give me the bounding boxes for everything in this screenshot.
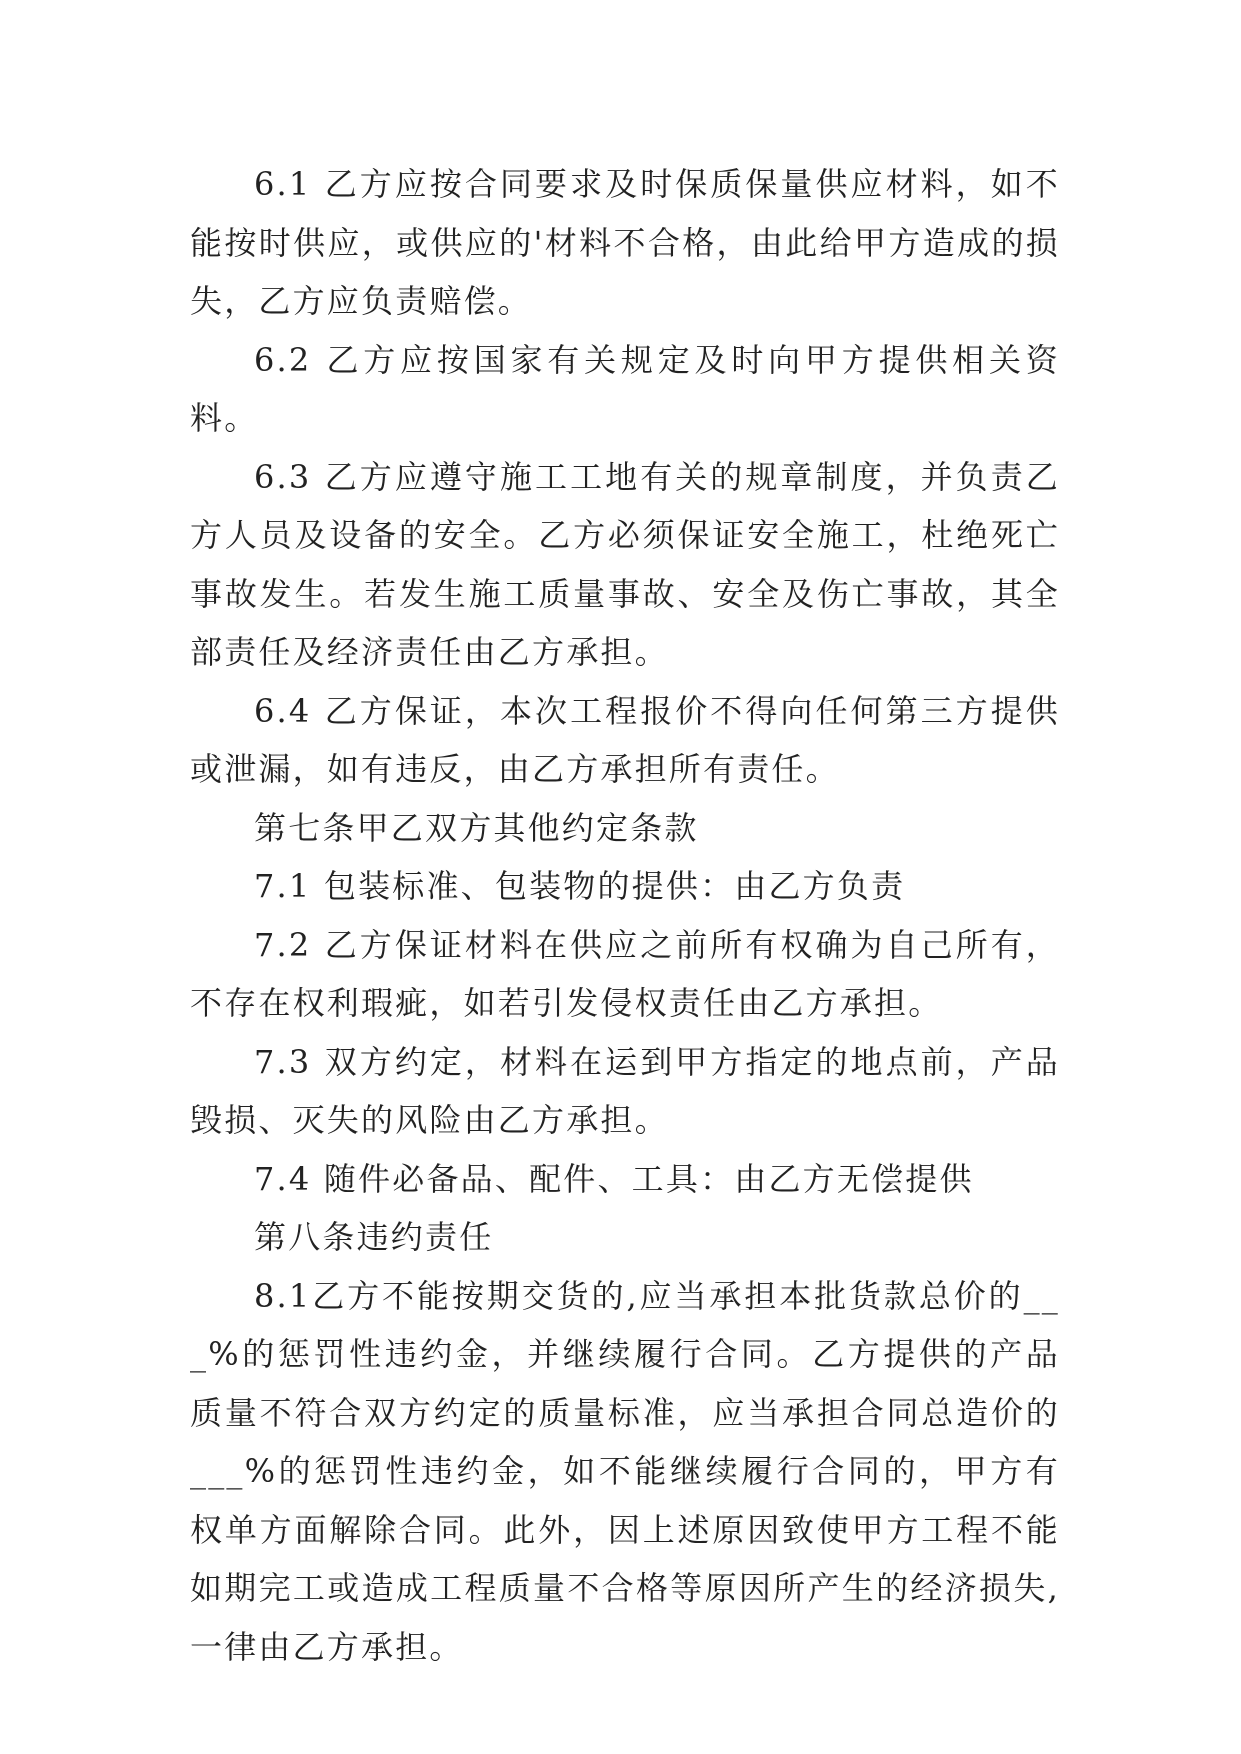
clause-6-4: 6.4 乙方保证，本次工程报价不得向任何第三方提供或泄漏，如有违反，由乙方承担所有责任。 — [190, 691, 1060, 788]
clause-6-3: 6.3 乙方应遵守施工工地有关的规章制度，并负责乙方人员及设备的安全。乙方必须保证安全施工，杜绝死亡事故发生。若发生施工质量事故、安全及伤亡事故，其全部责任及经济责任由乙方承担。 — [190, 457, 1060, 671]
clause-6-1: 6.1 乙方应按合同要求及时保质保量供应材料，如不能按时供应，或供应的'材料不合格，由此给甲方造成的损失，乙方应负责赔偿。 — [190, 165, 1060, 320]
clause-7-4: 7.4 随件必备品、配件、工具：由乙方无偿提供 — [254, 1159, 974, 1198]
clause-8-1: 8.1乙方不能按期交货的,应当承担本批货款总价的___%的惩罚性违约金，并继续履行合同。乙方提供的产品质量不符合双方约定的质量标准，应当承担合同总造价的___%的惩罚性违约金，如不能继续履行合同的，甲方有权单方面解除合同。此外，因上述原因致使甲方工程不能如期完工或造成工程质量不合格等原因所产生的经济损失,一律由乙方承担。 — [190, 1276, 1060, 1666]
article-7-heading: 第七条甲乙双方其他约定条款 — [254, 808, 699, 847]
clause-6-2: 6.2 乙方应按国家有关规定及时向甲方提供相关资料。 — [190, 340, 1060, 437]
clause-7-3: 7.3 双方约定，材料在运到甲方指定的地点前，产品毁损、灭失的风险由乙方承担。 — [190, 1042, 1060, 1139]
clause-7-2: 7.2 乙方保证材料在供应之前所有权确为自己所有，不存在权利瑕疵，如若引发侵权责任由乙方承担。 — [190, 925, 1060, 1022]
clause-7-1: 7.1 包装标准、包装物的提供：由乙方负责 — [254, 867, 906, 905]
document-body — [190, 155, 1060, 1676]
article-8-heading: 第八条违约责任 — [254, 1218, 494, 1256]
